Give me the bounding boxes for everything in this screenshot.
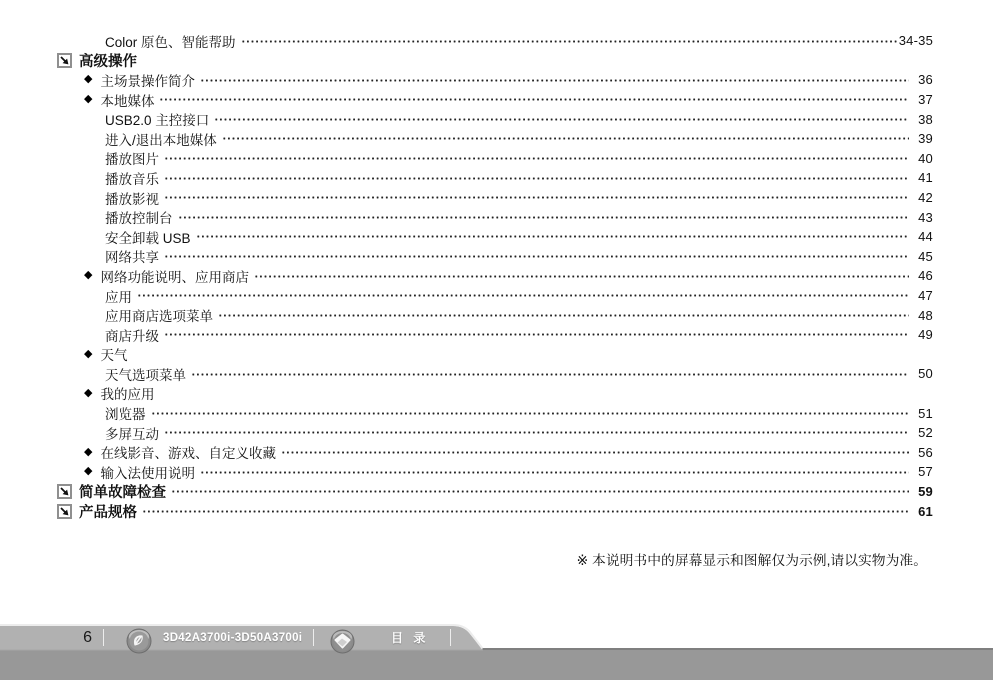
footer-divider bbox=[313, 629, 314, 646]
toc-entry bbox=[0, 266, 933, 286]
toc-entry bbox=[0, 384, 933, 404]
toc-entry-label: 本地媒体 bbox=[100, 93, 155, 109]
toc-entry-label: 在线影音、游戏、自定义收藏 bbox=[100, 446, 276, 462]
toc-entry bbox=[0, 70, 933, 90]
toc-entry bbox=[0, 286, 933, 306]
toc-entry-page: 61 bbox=[918, 503, 933, 519]
dot-leader bbox=[200, 462, 909, 482]
footer-content bbox=[0, 626, 470, 650]
toc-entry-label: 简单故障检查 bbox=[79, 484, 166, 501]
toc-entry-page: 41 bbox=[918, 170, 933, 186]
box-arrow-icon bbox=[57, 504, 72, 519]
diamond-bullet-icon: ◆ bbox=[84, 445, 93, 458]
toc-entry-label: 安全卸载 USB bbox=[105, 230, 191, 246]
toc-entry-page: 34-35 bbox=[898, 33, 933, 49]
dot-leader bbox=[164, 247, 909, 267]
toc-entry-page: 51 bbox=[918, 405, 933, 421]
dot-leader bbox=[200, 70, 909, 90]
dot-leader bbox=[178, 207, 910, 227]
footer-divider bbox=[103, 629, 104, 646]
toc-entry-label: 天气选项菜单 bbox=[105, 367, 186, 383]
diamond-bullet-icon: ◆ bbox=[84, 73, 93, 86]
dot-leader bbox=[164, 423, 909, 443]
toc-entry-page: 38 bbox=[918, 111, 933, 127]
toc-entry-label: 播放图片 bbox=[105, 152, 159, 168]
toc-entry-page: 45 bbox=[918, 248, 933, 264]
toc-entry-page: 37 bbox=[918, 92, 933, 108]
footer-divider bbox=[450, 629, 451, 646]
toc-entry bbox=[0, 325, 933, 345]
toc-entry bbox=[0, 227, 933, 247]
toc-entry-label: 网络功能说明、应用商店 bbox=[100, 269, 249, 285]
brand-logo-icon bbox=[126, 628, 152, 654]
toc-entry-page: 36 bbox=[918, 72, 933, 88]
toc-entry-label: 应用商店选项菜单 bbox=[105, 309, 213, 325]
toc-entry-label: 高级操作 bbox=[79, 53, 137, 70]
toc-entry-label: USB2.0 主控接口 bbox=[105, 113, 210, 129]
dot-leader bbox=[159, 90, 909, 110]
toc-entry-label: 进入/退出本地媒体 bbox=[105, 132, 217, 148]
dot-leader bbox=[222, 129, 909, 149]
toc-entry-label: 天气 bbox=[100, 348, 128, 364]
toc-entry bbox=[0, 51, 933, 71]
toc-entry-label: 播放控制台 bbox=[105, 211, 173, 227]
diamond-bullet-icon: ◆ bbox=[84, 465, 93, 478]
diamond-bullet-icon: ◆ bbox=[84, 386, 93, 399]
dot-leader bbox=[241, 31, 897, 51]
diamond-bullet-icon: ◆ bbox=[84, 347, 93, 360]
toc-entry bbox=[0, 442, 933, 462]
dot-leader bbox=[281, 442, 909, 462]
toc-entry bbox=[0, 501, 933, 521]
toc-entry-label: 商店升级 bbox=[105, 328, 159, 344]
toc-entry-label: 产品规格 bbox=[79, 504, 137, 521]
toc-entry bbox=[0, 129, 933, 149]
dot-leader bbox=[151, 403, 910, 423]
toc-entry-label: 应用 bbox=[105, 289, 132, 305]
dot-leader bbox=[164, 168, 909, 188]
toc-entry bbox=[0, 207, 933, 227]
toc-entry bbox=[0, 168, 933, 188]
toc-entry-page: 40 bbox=[918, 150, 933, 166]
dot-leader bbox=[214, 109, 909, 129]
toc-entry-page: 46 bbox=[918, 268, 933, 284]
dot-leader bbox=[191, 364, 909, 384]
toc-entry-page: 59 bbox=[918, 483, 933, 499]
toc-entry bbox=[0, 90, 933, 110]
footer-section-label: 目 录 bbox=[391, 631, 426, 645]
arrow-glyph bbox=[60, 507, 69, 516]
toc-entry bbox=[0, 149, 933, 169]
toc-entry-page: 42 bbox=[918, 190, 933, 206]
toc-entry-label: 浏览器 bbox=[105, 407, 146, 423]
toc-entry-page: 43 bbox=[918, 209, 933, 225]
toc-entry-label: 播放影视 bbox=[105, 191, 159, 207]
toc-entry bbox=[0, 305, 933, 325]
toc-entry bbox=[0, 188, 933, 208]
toc-entry-label: 播放音乐 bbox=[105, 171, 159, 187]
toc-entry-page: 50 bbox=[918, 366, 933, 382]
toc-entry-page: 47 bbox=[918, 288, 933, 304]
arrow-glyph bbox=[60, 487, 69, 496]
toc-entry-page: 56 bbox=[918, 444, 933, 460]
toc-entry bbox=[0, 423, 933, 443]
dot-leader bbox=[164, 188, 909, 208]
note-text: ※ 本说明书中的屏幕显示和图解仅为示例,请以实物为准。 bbox=[576, 553, 927, 568]
arrow-glyph bbox=[60, 56, 69, 65]
dot-leader bbox=[142, 501, 909, 521]
box-arrow-icon bbox=[57, 484, 72, 499]
toc-entry bbox=[0, 109, 933, 129]
toc-entry bbox=[0, 364, 933, 384]
toc-entry bbox=[0, 31, 933, 51]
toc-entry bbox=[0, 462, 933, 482]
toc-entry bbox=[0, 345, 933, 365]
dot-leader bbox=[137, 286, 909, 306]
toc-entry-page: 39 bbox=[918, 131, 933, 147]
dot-leader bbox=[254, 266, 909, 286]
footer-page-number: 6 bbox=[83, 629, 92, 646]
dot-leader bbox=[196, 227, 909, 247]
footer-model-label: 3D42A3700i-3D50A3700i bbox=[163, 632, 303, 644]
toc-entry bbox=[0, 482, 933, 502]
toc-entry-label: 主场景操作简介 bbox=[100, 73, 195, 89]
toc-entry-label: Color 原色、智能帮助 bbox=[105, 34, 236, 50]
dot-leader bbox=[171, 482, 909, 502]
toc-entry-page: 57 bbox=[918, 464, 933, 480]
toc-entry-label: 输入法使用说明 bbox=[100, 465, 195, 481]
box-arrow-icon bbox=[57, 53, 72, 68]
diamond-bullet-icon: ◆ bbox=[84, 269, 93, 282]
toc-entry-label: 我的应用 bbox=[100, 387, 155, 403]
toc-entry-page: 48 bbox=[918, 307, 933, 323]
toc-entry-label: 多屏互动 bbox=[105, 426, 159, 442]
dot-leader bbox=[164, 325, 909, 345]
toc-entry-label: 网络共享 bbox=[105, 250, 159, 266]
toc-entry bbox=[0, 403, 933, 423]
dot-leader bbox=[218, 305, 909, 325]
diamond-bullet-icon: ◆ bbox=[84, 93, 93, 106]
toc-entry-page: 49 bbox=[918, 327, 933, 343]
toc-entry bbox=[0, 247, 933, 267]
book-icon bbox=[330, 629, 355, 654]
toc-entry-page: 44 bbox=[918, 229, 933, 245]
toc-entry-page: 52 bbox=[918, 425, 933, 441]
toc-list bbox=[0, 31, 933, 521]
dot-leader bbox=[164, 149, 909, 169]
